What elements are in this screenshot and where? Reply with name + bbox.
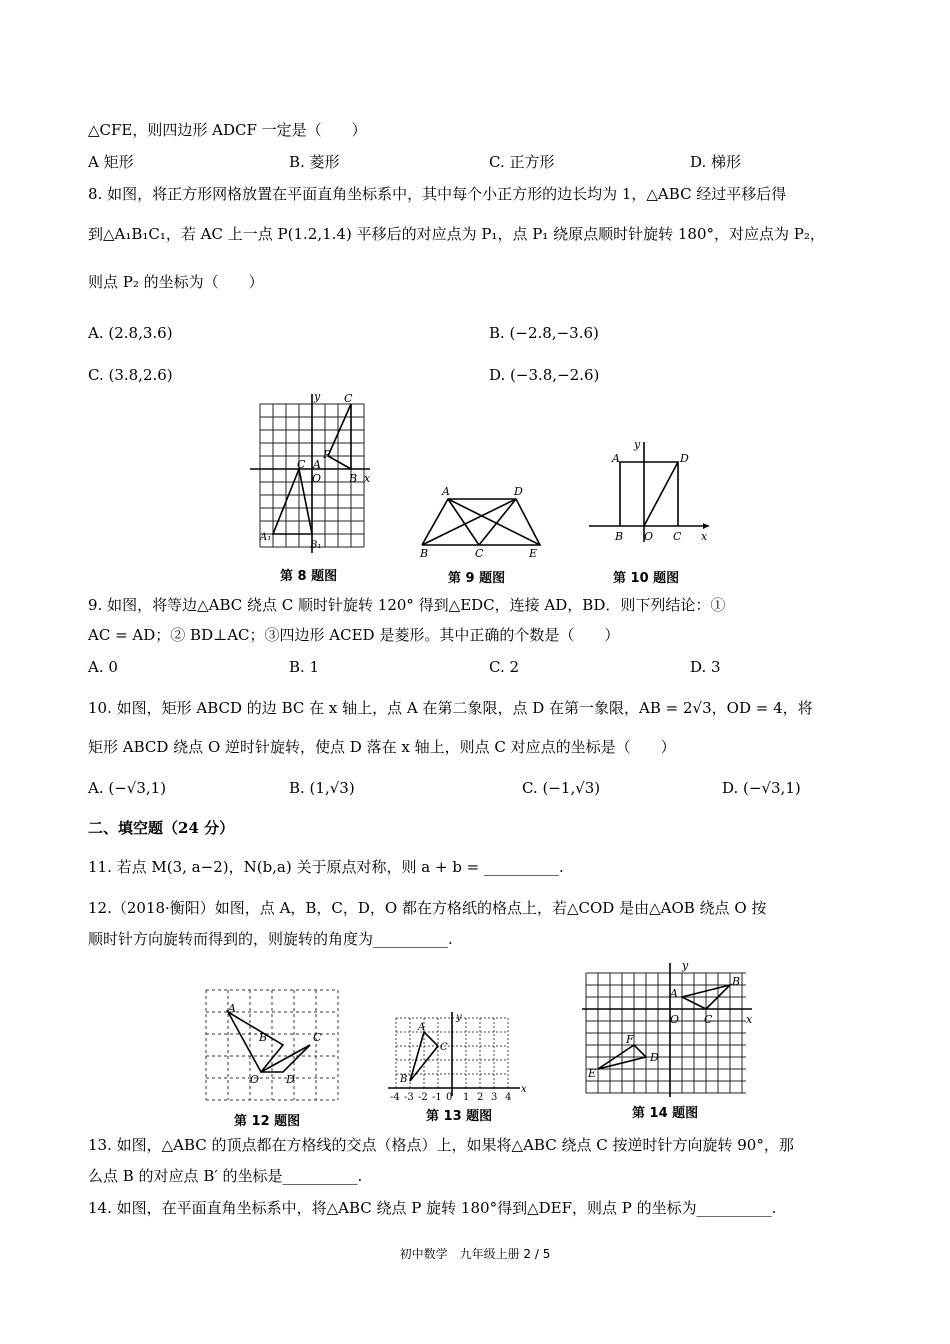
fig8-label-o: O (312, 472, 322, 485)
fig13-tick-m4: -4 (390, 1092, 400, 1103)
fig14-label-y: y (682, 959, 689, 972)
fig13-tick-m2: -2 (418, 1092, 428, 1103)
figure-14 (578, 957, 763, 1127)
fig13-label-y: y (456, 1012, 462, 1023)
q7-option-b: B. 菱形 (289, 153, 340, 171)
q8-stem-line3: 则点 P₂ 的坐标为（ ） (88, 273, 264, 291)
q7-option-a: A 矩形 (88, 153, 134, 171)
fig10-label-b: B (615, 530, 624, 543)
q9-stem-line1: 9. 如图，将等边△ABC 绕点 C 顺时针旋转 120° 得到△EDC，连接 AD，BD．则下列结论：① (88, 596, 726, 614)
fig14-caption: 第 14 题图 (632, 1106, 699, 1121)
q10-option-d: D. (−√3,1) (722, 779, 801, 797)
fig9-caption: 第 9 题图 (448, 571, 506, 586)
q13-stem-line1: 13. 如图，△ABC 的顶点都在方格线的交点（格点）上，如果将△ABC 绕点 C 按逆时针方向旋转 90°，那 (88, 1136, 794, 1154)
q9-option-b: B. 1 (289, 658, 320, 676)
fig12-label-a: A (228, 1002, 236, 1015)
fig8-label-x: x (364, 472, 371, 485)
figure-8 (250, 388, 375, 588)
fig13-tick-m1: -1 (432, 1092, 442, 1103)
fig13-label-b: B (400, 1074, 408, 1085)
fig8-label-a: A (313, 458, 321, 471)
fig8-label-y: y (314, 390, 321, 403)
fig13-label-x: x (521, 1084, 527, 1095)
fig14-label-d: D (650, 1051, 659, 1064)
fig13-tick-4: 4 (505, 1092, 512, 1103)
figure-12 (198, 982, 348, 1130)
fig13-tick-2: 2 (477, 1092, 484, 1103)
figure-10 (587, 432, 717, 588)
figure-13 (380, 1010, 530, 1125)
q8-option-c: C. (3.8,2.6) (88, 366, 173, 384)
fig13-caption: 第 13 题图 (426, 1109, 493, 1124)
fig8-label-b: B (349, 472, 358, 485)
fig9-label-a: A (442, 485, 450, 498)
fig12-label-o: O (250, 1073, 260, 1086)
page-footer: 初中数学 九年级上册 2 / 5 (399, 1247, 551, 1261)
q8-stem-line2: 到△A₁B₁C₁，若 AC 上一点 P(1.2,1.4) 平移后的对应点为 P₁，点 P₁ 绕原点顺时针旋转 180°，对应点为 P₂， (88, 225, 825, 243)
q8-option-b: B. (−2.8,−3.6) (489, 324, 599, 342)
q11-stem: 11. 若点 M(3, a−2)，N(b,a) 关于原点对称，则 a + b = __________. (88, 858, 564, 876)
q7-option-d: D. 梯形 (690, 153, 742, 171)
fig14-label-f: F (626, 1033, 634, 1046)
fig12-caption: 第 12 题图 (234, 1114, 301, 1129)
q9-option-c: C. 2 (489, 658, 520, 676)
fig8-label-a1: A₁ (260, 532, 272, 543)
fig13-tick-3: 3 (491, 1092, 498, 1103)
q9-stem-line2: AC = AD；② BD⊥AC；③四边形 ACED 是菱形。其中正确的个数是（ ） (88, 626, 620, 644)
fig14-label-c: C (704, 1013, 713, 1026)
fig8-label-c1: C (297, 458, 306, 471)
fig8-label-c: C (344, 392, 353, 405)
fig14-label-x: x (746, 1013, 753, 1026)
q9-option-d: D. 3 (690, 658, 721, 676)
section-fill-in-heading: 二、填空题（24 分） (88, 819, 235, 837)
q7-option-c: C. 正方形 (489, 153, 555, 171)
fig14-label-o: O (670, 1013, 680, 1026)
q10-option-a: A. (−√3,1) (88, 779, 167, 797)
q10-stem-line2: 矩形 ABCD 绕点 O 逆时针旋转，使点 D 落在 x 轴上，则点 C 对应点的坐标是（ ） (88, 738, 676, 756)
q10-option-b: B. (1,√3) (289, 779, 355, 797)
fig12-label-c: C (313, 1031, 322, 1044)
fig13-label-a: A (418, 1022, 426, 1033)
fig10-label-o: O (644, 530, 654, 543)
q12-stem-line2: 顺时针方向旋转而得到的，则旋转的角度为__________. (88, 930, 453, 948)
fig13-label-c: C (440, 1042, 448, 1053)
fig13-tick-m3: -3 (404, 1092, 414, 1103)
fig9-label-e: E (529, 547, 538, 560)
q9-option-a: A. 0 (88, 658, 118, 676)
fig9-label-c: C (475, 547, 484, 560)
fig13-tick-0: 0 (446, 1092, 453, 1103)
fig9-label-d: D (514, 485, 523, 498)
q10-stem-line1: 10. 如图，矩形 ABCD 的边 BC 在 x 轴上，点 A 在第二象限，点 D 在第一象限，AB = 2√3，OD = 4，将 (88, 699, 813, 717)
fig10-label-y: y (634, 438, 641, 451)
fig14-label-a: A (670, 987, 678, 1000)
q14-stem: 14. 如图，在平面直角坐标系中，将△ABC 绕点 P 旋转 180°得到△DEF，则点 P 的坐标为__________. (88, 1199, 777, 1217)
q8-stem-line1: 8. 如图，将正方形网格放置在平面直角坐标系中，其中每个小正方形的边长均为 1，△ABC 经过平移后得 (88, 185, 787, 203)
q13-stem-line2: 么点 B 的对应点 B′ 的坐标是__________. (88, 1167, 363, 1185)
q12-stem-line1: 12.（2018·衡阳）如图，点 A，B，C，D，O 都在方格纸的格点上，若△COD 是由△AOB 绕点 O 按 (88, 899, 767, 917)
q10-option-c: C. (−1,√3) (522, 779, 601, 797)
fig10-label-d: D (680, 452, 689, 465)
fig10-label-a: A (612, 452, 620, 465)
fig8-label-b1: B₁ (310, 540, 322, 551)
q8-option-d: D. (−3.8,−2.6) (489, 366, 600, 384)
q8-option-a: A. (2.8,3.6) (88, 324, 173, 342)
fig9-label-b: B (420, 547, 429, 560)
fig8-caption: 第 8 题图 (280, 569, 338, 584)
q7-stem-tail: △CFE，则四边形 ADCF 一定是（ ） (88, 121, 367, 139)
fig14-label-b: B (732, 975, 741, 988)
fig14-label-e: E (588, 1067, 597, 1080)
fig8-label-p: P (323, 448, 331, 461)
fig13-tick-1: 1 (463, 1092, 470, 1103)
fig12-label-d: D (286, 1073, 295, 1086)
figure-9 (412, 475, 552, 588)
fig10-label-x: x (701, 530, 708, 543)
fig10-label-c: C (673, 530, 682, 543)
fig12-label-b: B (259, 1031, 268, 1044)
fig10-caption: 第 10 题图 (613, 571, 680, 586)
